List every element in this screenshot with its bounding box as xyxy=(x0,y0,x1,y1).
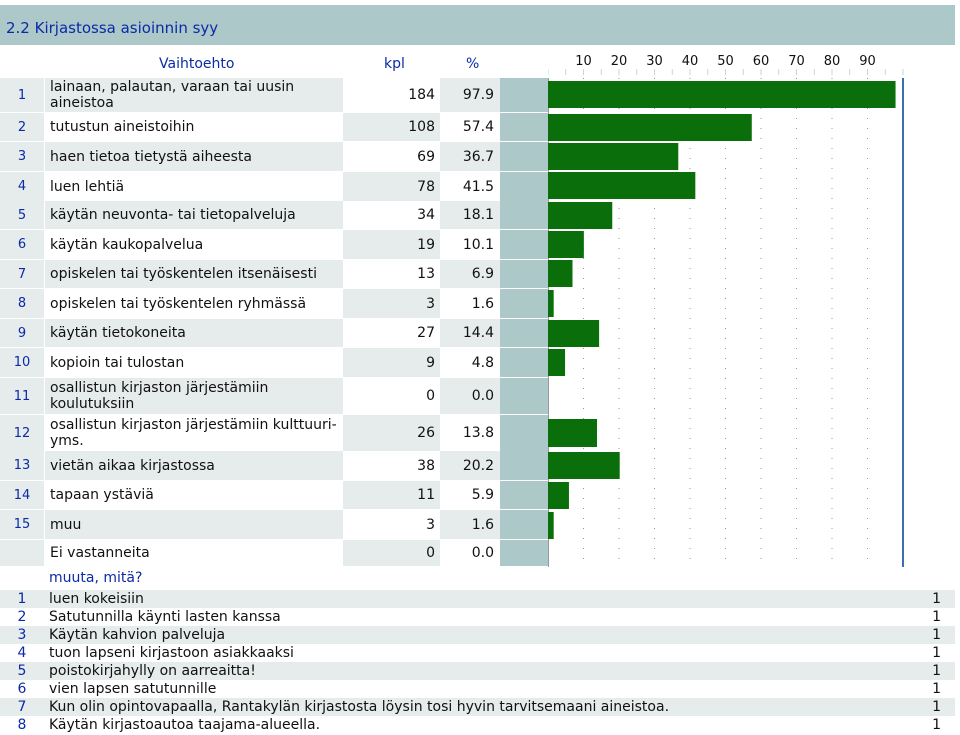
bar xyxy=(548,290,554,317)
row-count: 0 xyxy=(343,540,440,566)
row-percent: 5.9 xyxy=(440,481,500,509)
row-count: 3 xyxy=(343,510,440,539)
row-count: 184 xyxy=(343,78,440,112)
row-percent: 13.8 xyxy=(440,415,500,451)
row-number: 13 xyxy=(0,451,44,480)
row-percent: 1.6 xyxy=(440,510,500,539)
row-spacer xyxy=(500,113,548,141)
x-tick-label: 10 xyxy=(575,54,592,69)
header-option: Vaihtoehto xyxy=(159,56,235,72)
item-number: 2 xyxy=(17,609,27,625)
list-item xyxy=(0,716,955,734)
bar xyxy=(548,143,678,170)
row-percent: 0.0 xyxy=(440,540,500,566)
row-number: 14 xyxy=(0,481,44,509)
list-item xyxy=(0,608,955,626)
row-label: vietän aikaa kirjastossa xyxy=(45,451,343,480)
bar xyxy=(548,419,597,447)
row-spacer xyxy=(500,289,548,318)
row-label: luen lehtiä xyxy=(45,172,343,201)
item-text: Käytän kirjastoautoa taajama-alueella. xyxy=(49,717,321,733)
row-number: 10 xyxy=(0,348,44,377)
row-label: Ei vastanneita xyxy=(45,540,343,566)
row-percent: 36.7 xyxy=(440,142,500,171)
page-title: 2.2 Kirjastossa asioinnin syy xyxy=(0,5,955,45)
item-number: 1 xyxy=(17,591,27,607)
list-item xyxy=(0,698,955,716)
item-number: 8 xyxy=(17,717,27,733)
row-spacer xyxy=(500,78,548,112)
item-count: 1 xyxy=(932,609,941,625)
item-number: 5 xyxy=(17,663,27,679)
other-section-heading: muuta, mitä? xyxy=(49,570,143,586)
list-item xyxy=(0,626,955,644)
row-label: käytän tietokoneita xyxy=(45,319,343,347)
row-number: 3 xyxy=(0,142,44,171)
item-number: 7 xyxy=(17,699,27,715)
row-spacer xyxy=(500,142,548,171)
row-number: 9 xyxy=(0,319,44,347)
row-number: 4 xyxy=(0,172,44,201)
row-label: opiskelen tai työskentelen itsenäisesti xyxy=(45,260,343,288)
row-label: käytän neuvonta- tai tietopalveluja xyxy=(45,201,343,229)
item-count: 1 xyxy=(932,681,941,697)
row-label: osallistun kirjaston järjestämiin koulutuksiin xyxy=(45,378,343,414)
item-text: Kun olin opintovapaalla, Rantakylän kirjastosta löysin tosi hyvin tarvitsemaani aineistoa. xyxy=(49,699,670,715)
list-item xyxy=(0,662,955,680)
row-percent: 14.4 xyxy=(440,319,500,347)
bar xyxy=(548,349,565,376)
bar xyxy=(548,482,569,509)
bar xyxy=(548,172,695,199)
header-count: kpl xyxy=(384,56,405,72)
row-spacer xyxy=(500,540,548,566)
row-number: 5 xyxy=(0,201,44,229)
row-spacer xyxy=(500,451,548,480)
bar xyxy=(548,320,599,347)
row-number: 6 xyxy=(0,230,44,259)
row-label: tutustun aineistoihin xyxy=(45,113,343,141)
row-spacer xyxy=(500,319,548,347)
row-percent: 1.6 xyxy=(440,289,500,318)
bar xyxy=(548,202,612,229)
item-count: 1 xyxy=(932,591,941,607)
row-spacer xyxy=(500,415,548,451)
list-item xyxy=(0,680,955,698)
row-label: muu xyxy=(45,510,343,539)
row-count: 38 xyxy=(343,451,440,480)
bar xyxy=(548,512,554,539)
bar xyxy=(548,452,620,479)
row-count: 27 xyxy=(343,319,440,347)
row-count: 0 xyxy=(343,378,440,414)
row-count: 19 xyxy=(343,230,440,259)
item-text: luen kokeisiin xyxy=(49,591,144,607)
item-count: 1 xyxy=(932,699,941,715)
row-number: 1 xyxy=(0,78,44,112)
x-tick-label: 30 xyxy=(646,54,663,69)
item-text: Satutunnilla käynti lasten kanssa xyxy=(49,609,281,625)
list-item xyxy=(0,590,955,608)
row-count: 11 xyxy=(343,481,440,509)
item-count: 1 xyxy=(932,645,941,661)
item-number: 4 xyxy=(17,645,27,661)
row-label: kopioin tai tulostan xyxy=(45,348,343,377)
list-item xyxy=(0,644,955,662)
item-count: 1 xyxy=(932,717,941,733)
item-count: 1 xyxy=(932,627,941,643)
row-spacer xyxy=(500,230,548,259)
row-percent: 0.0 xyxy=(440,378,500,414)
row-spacer xyxy=(500,378,548,414)
row-spacer xyxy=(500,481,548,509)
row-count: 78 xyxy=(343,172,440,201)
x-tick-label: 80 xyxy=(823,54,841,69)
row-count: 69 xyxy=(343,142,440,171)
bar xyxy=(548,260,572,287)
item-count: 1 xyxy=(932,663,941,679)
row-percent: 4.8 xyxy=(440,348,500,377)
row-count: 34 xyxy=(343,201,440,229)
row-spacer xyxy=(500,172,548,201)
row-count: 13 xyxy=(343,260,440,288)
row-spacer xyxy=(500,201,548,229)
row-spacer xyxy=(500,260,548,288)
row-label: osallistun kirjaston järjestämiin kulttuuri- yms. xyxy=(45,415,343,451)
row-label: haen tietoa tietystä aiheesta xyxy=(45,142,343,171)
row-count: 9 xyxy=(343,348,440,377)
row-spacer xyxy=(500,348,548,377)
row-spacer xyxy=(500,510,548,539)
x-tick-label: 60 xyxy=(752,54,770,69)
item-text: Käytän kahvion palveluja xyxy=(49,627,226,643)
row-count: 26 xyxy=(343,415,440,451)
header-percent: % xyxy=(466,56,480,72)
item-text: vien lapsen satutunnille xyxy=(49,681,217,697)
bar-chart xyxy=(548,45,908,567)
x-tick-label: 20 xyxy=(610,54,628,69)
item-number: 3 xyxy=(17,627,27,643)
row-percent: 6.9 xyxy=(440,260,500,288)
x-tick-label: 70 xyxy=(788,54,805,69)
row-number: 2 xyxy=(0,113,44,141)
row-number: 11 xyxy=(0,378,44,414)
row-percent: 18.1 xyxy=(440,201,500,229)
row-percent: 41.5 xyxy=(440,172,500,201)
x-tick-label: 40 xyxy=(681,54,699,69)
bar xyxy=(548,114,752,141)
row-percent: 57.4 xyxy=(440,113,500,141)
x-tick-label: 50 xyxy=(717,54,734,69)
row-number: 8 xyxy=(0,289,44,318)
row-number: 7 xyxy=(0,260,44,288)
row-label: tapaan ystäviä xyxy=(45,481,343,509)
row-label: lainaan, palautan, varaan tai uusin aineistoa xyxy=(45,78,343,112)
x-tick-label: 90 xyxy=(859,54,876,69)
row-count: 108 xyxy=(343,113,440,141)
row-number: 15 xyxy=(0,510,44,539)
item-number: 6 xyxy=(17,681,27,697)
row-number: 12 xyxy=(0,415,44,451)
row-percent: 10.1 xyxy=(440,230,500,259)
item-text: tuon lapseni kirjastoon asiakkaaksi xyxy=(49,645,294,661)
row-percent: 20.2 xyxy=(440,451,500,480)
row-label: käytän kaukopalvelua xyxy=(45,230,343,259)
row-label: opiskelen tai työskentelen ryhmässä xyxy=(45,289,343,318)
row-number xyxy=(0,540,44,566)
item-text: poistokirjahylly on aarreaitta! xyxy=(49,663,256,679)
row-count: 3 xyxy=(343,289,440,318)
bar xyxy=(548,81,896,108)
row-percent: 97.9 xyxy=(440,78,500,112)
bar xyxy=(548,231,584,258)
